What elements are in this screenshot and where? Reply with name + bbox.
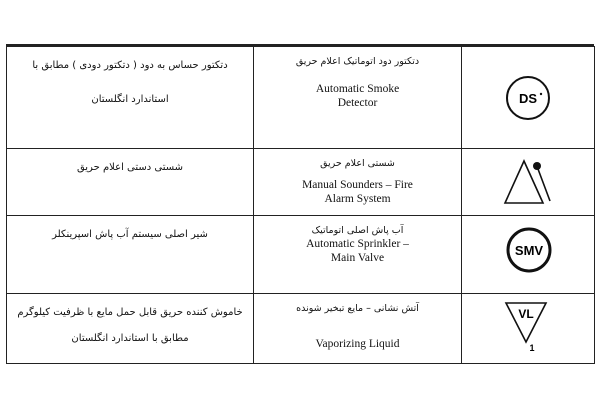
name-persian: دتکتور دود اتوماتیک اعلام حریق <box>295 56 420 67</box>
table-row <box>7 149 595 216</box>
symbol-label: DS <box>518 91 538 106</box>
fire-symbols-table <box>6 46 595 364</box>
name-cell <box>254 47 462 149</box>
vaporizing-liquid-extinguisher-icon <box>502 300 554 354</box>
symbol-cell <box>462 149 595 216</box>
name-persian: آتش نشانی – مایع تبخیر شونده <box>296 303 419 314</box>
description-line: دتکتور حساس به دود ( دتکتور دودی ) مطابق با <box>32 60 228 71</box>
description-line: مطابق با استاندارد انگلستان <box>71 333 189 344</box>
name-english: Alarm System <box>324 193 391 205</box>
symbol-cell <box>462 294 595 364</box>
symbol-subscript: 1 <box>529 343 535 353</box>
name-english: Automatic Smoke <box>315 83 400 95</box>
name-persian: شستی اعلام حریق <box>320 158 395 169</box>
name-cell <box>254 216 462 294</box>
name-english: Detector <box>337 97 378 109</box>
symbol-label: VL <box>518 307 534 321</box>
name-english: Vaporizing Liquid <box>315 338 400 350</box>
description-cell <box>7 47 254 149</box>
name-english: Manual Sounders – Fire <box>302 179 413 191</box>
name-cell <box>254 294 462 364</box>
description-cell <box>7 216 254 294</box>
symbol-cell <box>462 216 595 294</box>
symbol-label: SMV <box>514 243 544 258</box>
name-english: Main Valve <box>330 252 385 264</box>
table-row <box>7 47 595 149</box>
name-english: Automatic Sprinkler – <box>306 238 409 250</box>
description-line: خاموش کننده حریق قابل حمل مایع با ظرفیت کیلوگرم <box>17 307 243 318</box>
manual-sounder-icon <box>502 157 558 211</box>
description-cell <box>7 149 254 216</box>
description-line: شستی دستی اعلام حریق <box>76 162 184 173</box>
table-row <box>7 294 595 364</box>
sprinkler-main-valve-icon <box>504 226 554 274</box>
name-persian: آب پاش اصلی اتوماتیک <box>311 225 404 236</box>
table-row <box>7 216 595 294</box>
description-line: استاندارد انگلستان <box>91 94 169 105</box>
symbol-cell <box>462 47 595 149</box>
description-line: شیر اصلی سیستم آب پاش اسپرینکلر <box>52 229 208 240</box>
description-cell <box>7 294 254 364</box>
smoke-detector-icon <box>503 73 553 123</box>
name-cell <box>254 149 462 216</box>
